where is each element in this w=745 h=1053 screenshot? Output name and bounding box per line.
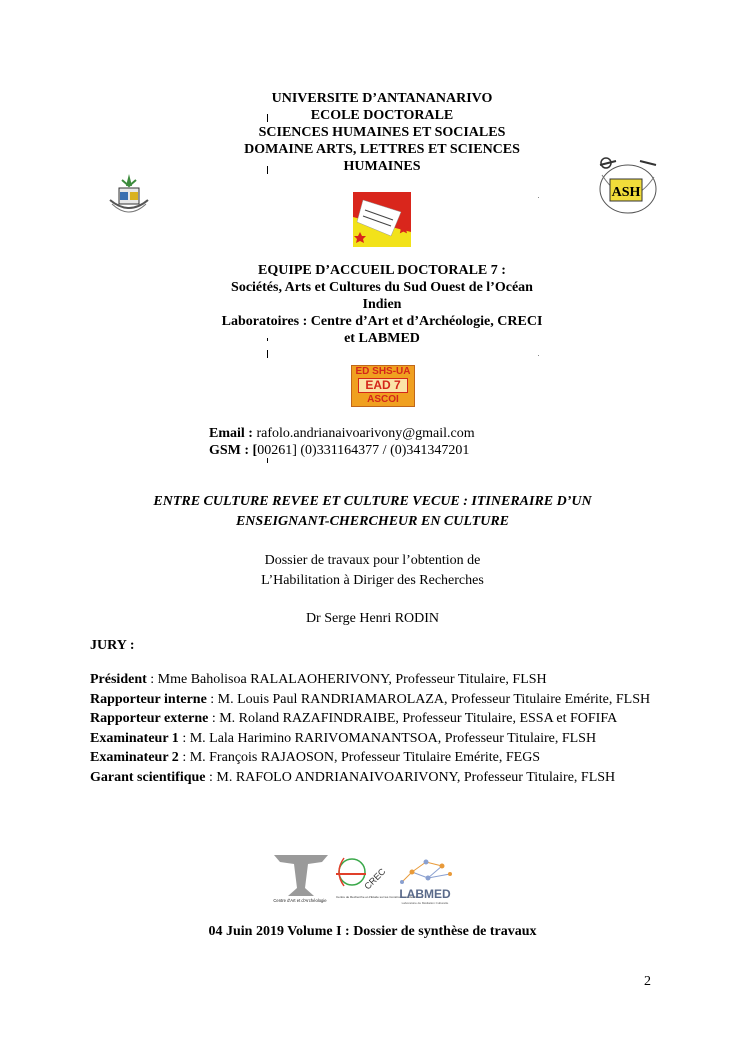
university-header [200, 90, 564, 175]
jury-text: : M. Louis Paul RANDRIAMAROLAZA, Professeur Titulaire Emérite, FLSH [206, 691, 651, 707]
tick-mark [267, 166, 268, 174]
jury-text: : M. François RAJAOSON, Professeur Titulaire Emérite, FEGS [178, 750, 541, 765]
jury-item [90, 768, 660, 788]
badge-bottom: ASCOI [367, 394, 399, 405]
labmed-caption: Laboratoire de Médiation Culturelle [401, 901, 449, 905]
date-line: 04 Juin 2019 Volume I : Dossier de synthèse de travaux [208, 924, 537, 939]
author-name: Dr Serge Henri RODIN [305, 611, 440, 626]
cda-logo [273, 855, 328, 903]
partner-logos [270, 852, 475, 907]
jury-item [90, 748, 660, 768]
equipe-line-3: Indien [362, 297, 402, 312]
scan-dot [538, 355, 539, 356]
gsm-label: GSM : [ [209, 443, 258, 458]
thesis-title [90, 492, 655, 532]
dossier-block [200, 551, 545, 591]
labmed-text: LABMED [399, 887, 451, 901]
dossier-line-1: Dossier de travaux pour l’obtention de [264, 553, 481, 568]
jury-role: Rapporteur interne [90, 691, 207, 707]
equipe-line-4: Laboratoires : Centre d’Art et d’Archéologie, CRECI [221, 314, 543, 329]
jury-item [90, 709, 660, 729]
jury-role: Rapporteur externe [90, 711, 209, 726]
title-line-1: ENTRE CULTURE REVEE ET CULTURE VECUE : ITINERAIRE D’UN [153, 494, 592, 509]
scan-dot [538, 197, 539, 198]
jury-role: Examinateur 1 [90, 730, 179, 746]
tick-mark [267, 338, 268, 341]
jury-text: : M. Roland RAZAFINDRAIBE, Professeur Titulaire, ESSA et FOFIFA [208, 711, 618, 726]
header-line-3: SCIENCES HUMAINES ET SOCIALES [258, 125, 506, 140]
university-seal-logo [104, 170, 154, 220]
ash-logo [596, 155, 660, 221]
gsm-line [209, 442, 475, 459]
jury-item [90, 670, 660, 690]
badge-mid: EAD 7 [358, 378, 408, 393]
header-line-2: ECOLE DOCTORALE [310, 108, 454, 123]
jury-item [90, 690, 660, 710]
gsm-value: 00261] (0)331164377 / (0)341347201 [257, 443, 470, 458]
creci-text: CREC [362, 866, 388, 892]
jury-text: : Mme Baholisoa RALALAOHERIVONY, Professeur Titulaire, FLSH [146, 672, 547, 687]
dossier-line-2: L’Habilitation à Diriger des Recherches [261, 573, 484, 588]
tick-mark [267, 114, 268, 122]
labmed-logo [399, 860, 452, 906]
page-number: 2 [644, 974, 651, 989]
equipe-block [200, 262, 564, 347]
equipe-line-5: et LABMED [344, 331, 420, 346]
ash-logo-text: ASH [611, 185, 641, 200]
jury-item [90, 729, 660, 749]
jury-role: Examinateur 2 [90, 750, 179, 765]
title-line-2: ENSEIGNANT-CHERCHEUR EN CULTURE [235, 514, 510, 529]
jury-label: JURY : [90, 638, 135, 653]
header-line-4: DOMAINE ARTS, LETTRES ET SCIENCES [244, 142, 520, 157]
header-line-5: HUMAINES [343, 159, 421, 174]
header-line-1: UNIVERSITE D’ANTANANARIVO [271, 91, 493, 106]
jury-text: : M. Lala Harimino RARIVOMANANTSOA, Professeur Titulaire, FLSH [178, 730, 597, 746]
ead7-badge [351, 365, 415, 407]
creci-caption: Centre de Recherche et d'Etude sur les Constructions Identitaires [336, 895, 424, 899]
jury-list [90, 670, 660, 787]
ecole-doctorale-logo [353, 192, 411, 247]
email-label: Email : [209, 426, 253, 441]
jury-role: Président [90, 672, 147, 687]
jury-role: Garant scientifique [90, 769, 206, 785]
jury-text: : M. RAFOLO ANDRIANAIVOARIVONY, Professeur Titulaire, FLSH [205, 769, 616, 785]
email-line [209, 425, 475, 442]
tick-mark [267, 458, 268, 463]
badge-top: ED SHS-UA [355, 366, 411, 377]
equipe-line-2: Sociétés, Arts et Cultures du Sud Ouest de l’Océan [231, 280, 533, 295]
tick-mark [267, 350, 268, 358]
equipe-line-1: EQUIPE D’ACCUEIL DOCTORALE 7 : [258, 263, 506, 278]
email-value: rafolo.andrianaivoarivony@gmail.com [252, 426, 475, 441]
cda-caption: Centre d'Art et d'Archéologie [273, 898, 327, 903]
contact-block [209, 425, 475, 459]
